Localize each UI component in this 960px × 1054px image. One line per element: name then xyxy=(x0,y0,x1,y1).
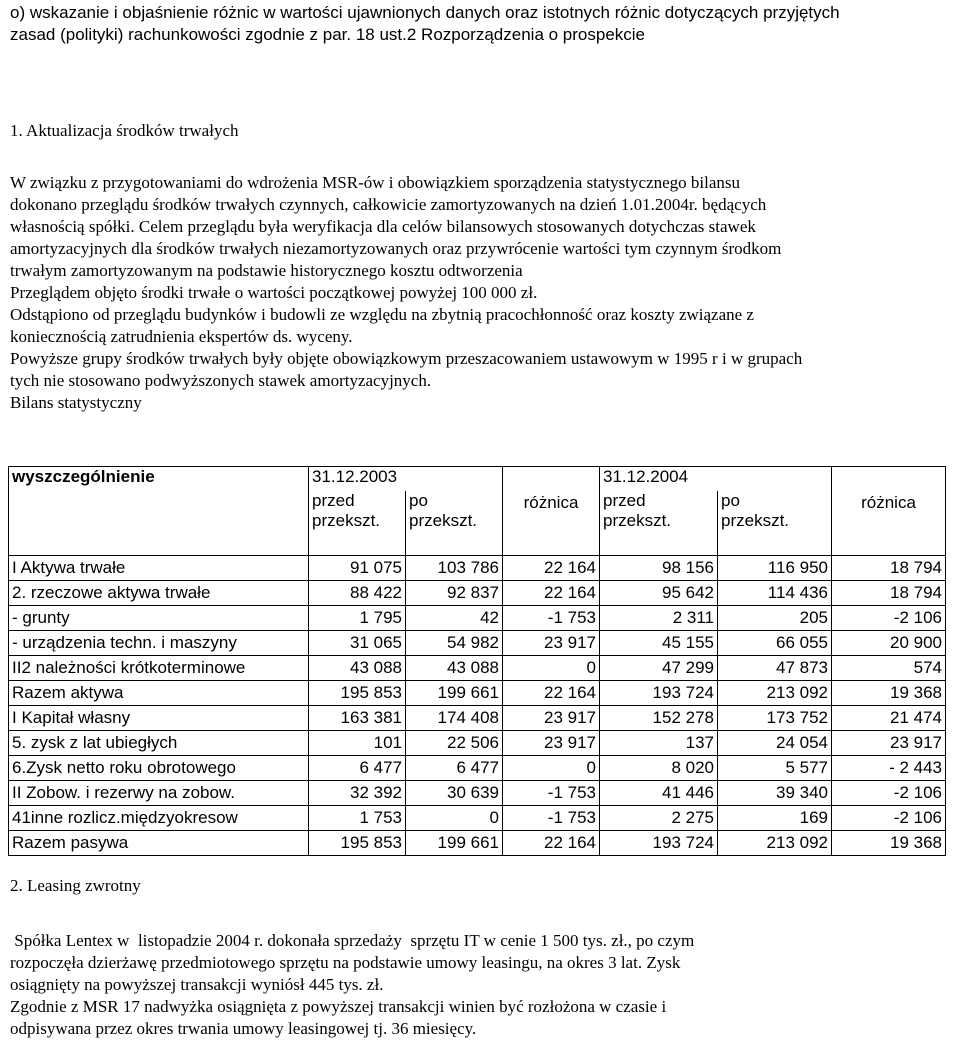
header-po: po przekszt. xyxy=(406,491,503,539)
row-value: 174 408 xyxy=(406,706,503,731)
row-value: 173 752 xyxy=(718,706,832,731)
table-row xyxy=(9,581,946,606)
row-value: 193 724 xyxy=(600,681,718,706)
row-value: 8 020 xyxy=(600,756,718,781)
row-value: -1 753 xyxy=(503,806,600,831)
row-value: 45 155 xyxy=(600,631,718,656)
header-roznica-2003: różnica xyxy=(503,467,600,540)
table-row xyxy=(9,706,946,731)
row-label: 6.Zysk netto roku obrotowego xyxy=(9,756,309,781)
row-value: 0 xyxy=(406,806,503,831)
section2-body xyxy=(10,930,955,1040)
row-value: 23 917 xyxy=(503,631,600,656)
row-value: 32 392 xyxy=(309,781,406,806)
table-row xyxy=(9,731,946,756)
row-value: 22 164 xyxy=(503,681,600,706)
section1-body xyxy=(10,172,955,414)
row-value: 43 088 xyxy=(309,656,406,681)
row-value: -2 106 xyxy=(832,606,946,631)
paragraph-line: Odstąpiono od przeglądu budynków i budowli ze względu na zbytnią pracochłonność oraz koszty związane z xyxy=(10,305,754,324)
row-value: 169 xyxy=(718,806,832,831)
row-value: 114 436 xyxy=(718,581,832,606)
row-label: II2 należności krótkoterminowe xyxy=(9,656,309,681)
row-value: 47 299 xyxy=(600,656,718,681)
row-value: 92 837 xyxy=(406,581,503,606)
row-value: 23 917 xyxy=(832,731,946,756)
row-value: -1 753 xyxy=(503,781,600,806)
table-row xyxy=(9,606,946,631)
row-value: 163 381 xyxy=(309,706,406,731)
row-label: 2. rzeczowe aktywa trwałe xyxy=(9,581,309,606)
table-row xyxy=(9,681,946,706)
row-value: 95 642 xyxy=(600,581,718,606)
row-value: 23 917 xyxy=(503,706,600,731)
row-value: 199 661 xyxy=(406,681,503,706)
row-value: 116 950 xyxy=(718,556,832,581)
row-value: 195 853 xyxy=(309,831,406,856)
table-row xyxy=(9,831,946,856)
row-value: 195 853 xyxy=(309,681,406,706)
table-body xyxy=(9,556,946,856)
table-row xyxy=(9,631,946,656)
row-value: 205 xyxy=(718,606,832,631)
paragraph-line: Zgodnie z MSR 17 nadwyżka osiągnięta z powyższej transakcji winien być rozłożona w czasie i xyxy=(10,997,667,1016)
row-value: 66 055 xyxy=(718,631,832,656)
row-value: 152 278 xyxy=(600,706,718,731)
row-value: 1 753 xyxy=(309,806,406,831)
row-label: I Aktywa trwałe xyxy=(9,556,309,581)
row-value: 20 900 xyxy=(832,631,946,656)
row-label: - urządzenia techn. i maszyny xyxy=(9,631,309,656)
header-date-2003: 31.12.2003 xyxy=(309,467,503,492)
row-value: 213 092 xyxy=(718,681,832,706)
paragraph-line: dokonano przeglądu środków trwałych czynnych, całkowicie zamortyzowanych na dzień 1.01.2004r. będących xyxy=(10,195,767,214)
table-row xyxy=(9,756,946,781)
row-value: 1 795 xyxy=(309,606,406,631)
row-value: 22 164 xyxy=(503,556,600,581)
row-value: -2 106 xyxy=(832,781,946,806)
paragraph-line: Przeglądem objęto środki trwałe o wartości początkowej powyżej 100 000 zł. xyxy=(10,283,538,302)
row-value: 22 506 xyxy=(406,731,503,756)
header-przed: przed przekszt. xyxy=(309,491,406,539)
row-label: 5. zysk z lat ubiegłych xyxy=(9,731,309,756)
table-row xyxy=(9,806,946,831)
row-value: 18 794 xyxy=(832,556,946,581)
paragraph-line: amortyzacyjnych dla środków trwałych niezamortyzowanych oraz przywrócenie wartości tym czynnym środkom xyxy=(10,239,782,258)
table-row xyxy=(9,556,946,581)
paragraph-line: W związku z przygotowaniami do wdrożenia MSR-ów i obowiązkiem sporządzenia statystycznego bilansu xyxy=(10,173,741,192)
paragraph-line: tych nie stosowano podwyższonych stawek amortyzacyjnych. xyxy=(10,371,432,390)
row-label: - grunty xyxy=(9,606,309,631)
intro-text xyxy=(10,2,955,46)
row-value: 19 368 xyxy=(832,831,946,856)
row-value: 2 311 xyxy=(600,606,718,631)
row-label: 41inne rozlicz.międzyokresow xyxy=(9,806,309,831)
row-value: 30 639 xyxy=(406,781,503,806)
row-label: Razem aktywa xyxy=(9,681,309,706)
paragraph-line: odpisywana przez okres trwania umowy leasingowej tj. 36 miesięcy. xyxy=(10,1019,477,1038)
row-value: 0 xyxy=(503,656,600,681)
row-value: 43 088 xyxy=(406,656,503,681)
table-row xyxy=(9,781,946,806)
header-przed: przed przekszt. xyxy=(600,491,718,539)
row-value: 22 164 xyxy=(503,831,600,856)
row-value: -2 106 xyxy=(832,806,946,831)
paragraph-line: Spółka Lentex w listopadzie 2004 r. dokonała sprzedaży sprzętu IT w cenie 1 500 tys. zł., po czym xyxy=(10,931,695,950)
table-header xyxy=(9,467,946,556)
row-value: 2 275 xyxy=(600,806,718,831)
row-value: 88 422 xyxy=(309,581,406,606)
row-value: 6 477 xyxy=(309,756,406,781)
row-value: - 2 443 xyxy=(832,756,946,781)
row-value: 41 446 xyxy=(600,781,718,806)
header-roznica-2004: różnica xyxy=(832,467,946,540)
paragraph-line: koniecznością zatrudnienia ekspertów ds. wyceny. xyxy=(10,327,353,346)
row-label: Razem pasywa xyxy=(9,831,309,856)
paragraph-line: Powyższe grupy środków trwałych były objęte obowiązkowym przeszacowaniem ustawowym w 1995 r i w grupach xyxy=(10,349,803,368)
header-po: po przekszt. xyxy=(718,491,832,539)
row-value: 91 075 xyxy=(309,556,406,581)
paragraph-line: trwałym zamortyzowanym na podstawie historycznego kosztu odtworzenia xyxy=(10,261,523,280)
paragraph-line: własnością spółki. Celem przeglądu była weryfikacja dla celów bilansowych stosowanych dotychczas stawek xyxy=(10,217,756,236)
row-value: 39 340 xyxy=(718,781,832,806)
paragraph-line: Bilans statystyczny xyxy=(10,393,142,412)
paragraph-line: osiągnięty na powyższej transakcji wyniósł 445 tys. zł. xyxy=(10,975,384,994)
row-value: 193 724 xyxy=(600,831,718,856)
header-label: wyszczególnienie xyxy=(9,467,309,492)
row-value: 137 xyxy=(600,731,718,756)
row-value: 47 873 xyxy=(718,656,832,681)
intro-line: o) wskazanie i objaśnienie różnic w wartości ujawnionych danych oraz istotnych różnic dotyczących przyjętych xyxy=(10,3,840,22)
row-value: 21 474 xyxy=(832,706,946,731)
intro-line: zasad (polityki) rachunkowości zgodnie z par. 18 ust.2 Rozporządzenia o prospekcie xyxy=(10,25,646,44)
row-value: -1 753 xyxy=(503,606,600,631)
row-label: II Zobow. i rezerwy na zobow. xyxy=(9,781,309,806)
row-value: 31 065 xyxy=(309,631,406,656)
row-value: 103 786 xyxy=(406,556,503,581)
row-value: 213 092 xyxy=(718,831,832,856)
balance-table xyxy=(8,466,946,856)
row-value: 5 577 xyxy=(718,756,832,781)
row-value: 24 054 xyxy=(718,731,832,756)
row-value: 42 xyxy=(406,606,503,631)
row-value: 19 368 xyxy=(832,681,946,706)
table-row xyxy=(9,656,946,681)
row-value: 574 xyxy=(832,656,946,681)
row-value: 18 794 xyxy=(832,581,946,606)
row-value: 98 156 xyxy=(600,556,718,581)
section1-heading: 1. Aktualizacja środków trwałych xyxy=(10,121,239,140)
paragraph-line: rozpoczęła dzierżawę przedmiotowego sprzętu na podstawie umowy leasingu, na okres 3 lat. Zysk xyxy=(10,953,681,972)
row-value: 0 xyxy=(503,756,600,781)
section2-heading: 2. Leasing zwrotny xyxy=(10,876,141,895)
row-label: I Kapitał własny xyxy=(9,706,309,731)
row-value: 22 164 xyxy=(503,581,600,606)
row-value: 54 982 xyxy=(406,631,503,656)
row-value: 23 917 xyxy=(503,731,600,756)
row-value: 101 xyxy=(309,731,406,756)
header-date-2004: 31.12.2004 xyxy=(600,467,832,492)
row-value: 199 661 xyxy=(406,831,503,856)
row-value: 6 477 xyxy=(406,756,503,781)
